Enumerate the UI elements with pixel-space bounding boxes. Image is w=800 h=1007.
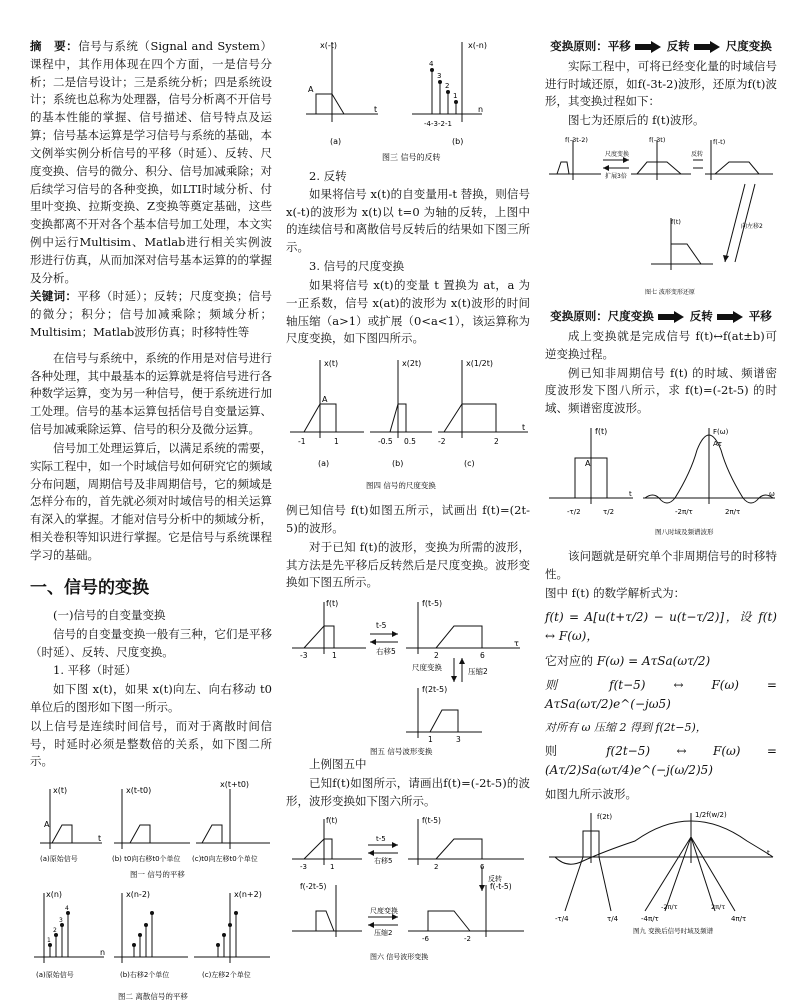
fig9-label-t: t [767,849,770,858]
fig3-val-2: 2 [445,82,450,90]
equation-2-prefix: 它对应的 [545,653,594,668]
abstract-label: 摘 要： [30,39,79,53]
fig2-caption: 图二 离散信号的平移 [118,992,188,1002]
fig7-label-f-t: f(-t) [713,138,726,147]
example-1: 例已知信号 f(t)如图五所示，试画出 f(t)=(2t-5)的波形。 [286,503,530,535]
fig5-arrow-compress2: 压缩2 [468,667,488,677]
equation-2-body: F(ω) = AτSa(ωτ/2) [596,653,711,668]
column-middle [286,30,530,965]
fig4-tick-m2: -2 [438,437,446,447]
fig3-label-x-n: x(-n) [468,41,487,50]
rule1-step-2: 反转 [666,39,690,53]
fig5-tick-2: 2 [434,651,439,661]
fig4-label-x2t: x(2t) [402,359,422,369]
fig3-sub-b: (b) [452,137,464,146]
fig6-tick-m2: -2 [464,934,471,943]
fig3-label-x-t: x(-t) [320,41,337,50]
equation-1: f(t) = A[u(t+τ/2) − u(t−τ/2)]，设 f(t) ↔ F(ω)， [545,610,777,643]
fig2-sub-b: (b)右移2个单位 [120,971,170,980]
fig4-label-A: A [322,395,328,405]
fig4-tick-m1: -1 [298,437,306,447]
fig5-tick-1b: 1 [428,735,433,745]
arrow-bar-icon [694,44,710,50]
fig6-label-f-2t-5: f(-2t-5) [300,881,327,891]
fig6-tick-2: 2 [434,862,439,871]
transform-rule-1 [545,38,777,56]
column-left [30,38,272,1007]
arrow-bar-icon [717,314,733,320]
figure-5-waveform-transform [286,596,530,756]
fig3-label-n: n [478,105,484,114]
fig4-label-xhalf-t: x(1/2t) [466,359,493,369]
fig8-tick-2pi: 2π/τ [725,507,741,516]
fig3-caption: 图三 信号的反转 [382,153,441,162]
fig4-tick-1: 1 [334,437,339,447]
fig1-label-A: A [44,820,50,830]
fig2-label-n: n [100,948,106,958]
fig1-sub-b: (b) t0向右移t0个单位 [112,855,181,864]
fig3-sub-a: (a) [330,137,342,146]
item-shift-title: 1. 平移（时延） [53,663,137,678]
fig2-label-xn+2: x(n+2) [234,890,262,900]
fig2-sub-a: (a)原始信号 [36,971,74,980]
section-heading: 一、信号的变换 [30,577,149,598]
fig4-sub-a: (a) [318,459,330,469]
fig9-tick-m2pi: -2π/τ [661,903,678,912]
item-reversal-text: 如果将信号 x(t)的自变量用-t 替换，则信号 x(-t)的波形为 x(t)以 t=0 为轴的反转，上图中的连续信号和离散信号反转后的结果如下图三所示。 [286,186,530,255]
figure-1-shift [30,775,272,883]
figure-3-reversal [286,34,530,164]
equation-6: 如图九所示波形。 [545,786,637,801]
fig9-label-half-Fw: 1/2f(w/2) [695,811,727,820]
fig1-label-xt+t0: x(t+t0) [220,780,250,790]
example-2-text: 已知f(t)如图所示，请画出f(t)=(-2t-5)的波形，波形变换如下图六所示。 [286,776,530,808]
intro-paragraph-1: 在信号与系统中，系统的作用是对信号进行各种处理，其中最基本的运算就是将信号进行各种数学运算，变为另一种信号，便于系统进行加工处理。信号的基本运算包括信号自变量运算、信号加减乘除运算、信号的积分及微分运算。 [30,350,272,437]
rule2-step-1: 变换原则：尺度变换 [550,309,654,324]
fig6-arrow-reverse: 反转 [488,874,502,883]
fig9-tick-m4pi: -4π/τ [641,915,659,924]
item-shift-text: 如下图 x(t)，如果 x(t)向左、向右移动 t0 单位后的图形如下图一所示。 [30,682,272,714]
rule2-step-2: 反转 [689,309,713,324]
fig5-caption: 图五 信号波形变换 [370,747,433,757]
fig1-label-t: t [98,834,102,844]
equation-4: 对所有 ω 压缩 2 得到 f(2t−5)， [545,721,707,735]
figure-8-time-freq [545,422,777,544]
fig5-tick-6: 6 [480,651,485,661]
fig2-label-xn-2: x(n-2) [126,890,151,900]
figure-4-scaling [286,352,530,502]
fig4-label-t: t [522,423,526,433]
fig7-caption: 图七 波形变形还原 [645,289,695,297]
figure-9-transformed [545,807,777,935]
equation-3: 则 f(t−5) ↔ F(ω) = AτSa(ωτ/2)e^(−jω5) [545,678,777,711]
fig7-arrow-expand3: 扩展3倍 [605,173,627,181]
rule2-text: 成上变换就是完成信号 f(t)↔f(at±b)可逆变换过程。 [545,328,777,361]
fig8-caption: 图八时域及频谱波形 [655,527,714,536]
equation-5 [545,742,777,779]
item-scale-text: 如果将信号 x(t)的变量 t 置换为 at，a 为一正系数，信号 x(at)的波形为 x(t)波形的时间轴压缩（a>1）或扩展（0<a<1），该运算称为尺度变换，如下图四所示。 [286,277,530,346]
fig7-arrow-scale: 尺度变换 [605,151,630,159]
math-intro: 图中 f(t) 的数学解析式为： [545,585,686,600]
fig5-tick-m3: -3 [300,651,308,661]
arrow-right-icon [651,41,661,53]
fig3-val-3: 3 [437,72,442,80]
arrow-bar-icon [658,314,674,320]
fig1-sub-a: (a)原始信号 [40,855,78,864]
fig8-tick-tau2: τ/2 [603,507,615,516]
fig2-val-3: 3 [59,917,63,925]
fig5-label-tau: τ [514,639,519,649]
rule1-step-3: 尺度变换 [725,39,772,53]
fig3-label-t: t [374,105,378,114]
fig1-label-xt-t0: x(t-t0) [126,786,152,796]
fig6-tick-6: 6 [480,862,485,871]
fig1-sub-c: (c)t0向左移t0个单位 [192,855,258,864]
fig5-label-f2t-5: f(2t-5) [422,685,448,695]
example-2-title: 上例图五中 [309,757,367,772]
fig8-tick-m-tau2: -τ/2 [567,507,581,516]
arrow-right-icon [674,311,684,323]
fig8-label-w: ω [769,489,775,498]
fig6-label-ft: f(t) [326,815,338,825]
fig4-label-xt: x(t) [324,359,339,369]
fig2-val-4: 4 [65,905,69,913]
fig9-tick-tau4: τ/4 [607,915,619,924]
subsection-title: (一)信号的自变量变换 [53,607,166,622]
column-right [545,38,777,935]
fig9-label-f2t: f(2t) [597,813,613,822]
fig5-tick-3: 3 [456,735,461,745]
fig2-label-xn: x(n) [46,890,63,900]
keywords [30,288,272,341]
fig7-arrow-left2: 向左移2 [741,223,763,231]
fig5-tick-1: 1 [332,651,337,661]
fig6-arrow-compress2: 压缩2 [374,928,393,937]
fig9-tick-4pi: 4π/τ [731,915,747,924]
rule1-text-2: 图七为还原后的 f(t)波形。 [568,113,705,128]
arrow-bar-icon [635,44,651,50]
fig6-caption: 图六 信号波形变换 [370,952,429,961]
fig4-caption: 图四 信号的尺度变换 [366,481,436,491]
fig3-val-1: 1 [453,92,458,100]
fig9-caption: 图九 变换后信号时域及频谱 [633,927,714,936]
rule1-text: 实际工程中，可将已经变化量的时域信号进行时域还原，如f(-3t-2)波形，还原为f(t)波形，其变换过程如下： [545,58,777,109]
fig5-label-ft-5: f(t-5) [422,599,443,609]
fig6-arrow-scale: 尺度变换 [370,906,398,915]
fig3-label-A: A [308,85,314,94]
example-3: 例已知非周期信号 f(t) 的时域、频谱密度波形发下图八所示，求 f(t)=(-2t-5) 的时域、频谱密度波形。 [545,365,777,416]
fig8-label-A: A [585,458,591,468]
fig8-label-ft: f(t) [595,426,608,436]
fig5-arrow-t-5: t-5 [376,621,387,631]
fig8-label-Atau: Aτ [713,439,723,448]
fig4-sub-c: (c) [464,459,475,469]
fig5-arrow-right5: 右移5 [376,647,396,657]
fig9-tick-2pi: 2π/τ [711,903,726,912]
keywords-text: 平移（时延）；反转；尺度变换；信号的微分；积分；信号加减乘除；频域分析；Multisim；Matlab波形仿真；时移特性等 [30,289,272,339]
fig6-arrow-t-5: t-5 [376,834,386,843]
fig5-label-ft: f(t) [326,599,339,609]
fig7-label-ft: f(t) [671,218,681,227]
fig2-val-1: 1 [47,937,51,945]
figure-2-discrete-shift [30,887,272,1007]
fig9-tick-m-tau4: -τ/4 [555,915,569,924]
fig5-arrow-scale: 尺度变换 [412,663,442,673]
fig8-tick-m2pi: -2π/τ [675,507,693,516]
fig4-tick-m05: -0.5 [378,437,393,447]
arrow-right-icon [710,41,720,53]
rule1-step-1: 变换原则：平移 [550,39,631,53]
fig1-caption: 图一 信号的平移 [130,870,185,880]
abstract [30,38,272,287]
equation-2 [545,652,777,671]
fig7-label-f-3t-2: f(-3t-2) [565,136,588,145]
figure-6-waveform-transform [286,815,530,965]
example-1-text: 对于已知 f(t)的波形，变换为所需的波形，其方法是先平移后反转然后是尺度变换。波形变换如下图五所示。 [286,539,530,590]
item-scale-title: 3. 信号的尺度变换 [309,259,405,274]
equation-5-body: f(2t−5) ↔ F(ω) = (Aτ/2)Sa(ωτ/4)e^(−j(ω/2)5) [545,744,777,777]
fig6-label-f-t-5: f(-t-5) [490,881,512,891]
fig7-label-f-3t: f(-3t) [649,136,666,145]
keywords-label: 关键词： [30,289,78,304]
fig4-tick-05: 0.5 [404,437,416,447]
fig3-ticks: -4-3-2-1 [424,120,452,128]
fig3-val-4: 4 [429,60,434,68]
arrow-right-icon [733,311,743,323]
item-reversal-title: 2. 反转 [309,169,347,183]
fig6-label-ft-5: f(t-5) [422,815,441,825]
intro-paragraph-2: 信号加工处理运算后，以满足系统的需要，实际工程中，如一个时域信号如何研究它的频域分布问题，周期信号及非周期信号，它的频域是怎样分布的，首先就必须对时域信号的相关运算有深入的掌握。才能对信号分析中的频域分析，相关卷积等知识进行掌握。它是信号与系统课程学习的基础。 [30,440,272,562]
transform-rule-2 [545,308,777,326]
fig8-label-t: t [629,489,632,498]
fig1-label-xt: x(t) [53,786,68,796]
rule2-step-3: 平移 [748,309,772,324]
fig6-tick-m6: -6 [422,934,429,943]
fig4-sub-b: (b) [392,459,404,469]
subsection-text: 信号的自变量变换一般有三种，它们是平移（时延）、反转、尺度变换。 [30,626,272,659]
fig4-tick-2: 2 [494,437,499,447]
fig2-val-2: 2 [53,927,57,935]
example-3-text: 该问题就是研究单个非周期信号的时移特性。 [545,548,777,581]
fig6-arrow-right5: 右移5 [374,856,393,865]
fig6-tick-m3: -3 [300,862,307,871]
item-shift-text-2: 以上信号是连续时间信号，而对于离散时间信号，时延时必须是整数倍的关系，如下图二所示。 [30,718,272,769]
fig8-label-Fw: F(ω) [713,427,729,436]
fig7-arrow-reverse: 反转 [691,151,704,159]
fig6-tick-1: 1 [330,862,335,871]
equation-5-prefix: 则 [545,744,580,759]
abstract-text: 信号与系统（Signal and System）课程中，其作用体现在四个方面，一是信号分析；二是信号设计；三是系统分析；四是系统设计；系统也总称为处理器，信号分析离不开信号的基本性能的掌握、信号描述、信号特点及运算；信号基本运算是学习信号与系统的基础，本文例举实例分析信号的平移（时延）、反转、尺度变换、信号的微分、积分、信号加减乘除；对后续学习信号的各种变换，如LTI时域分析、付里叶变换、拉斯变换、Z变换等奠定基础，这些变换都离不开对各个基本信号加工处理，本文实例中运行Multisim、Matlab进行相关实例波形进行仿真，从而加深对信号基本运算的的掌握及分析。 [30,39,272,285]
fig2-sub-c: (c)左移2个单位 [202,971,251,980]
figure-7-restore [545,134,777,304]
